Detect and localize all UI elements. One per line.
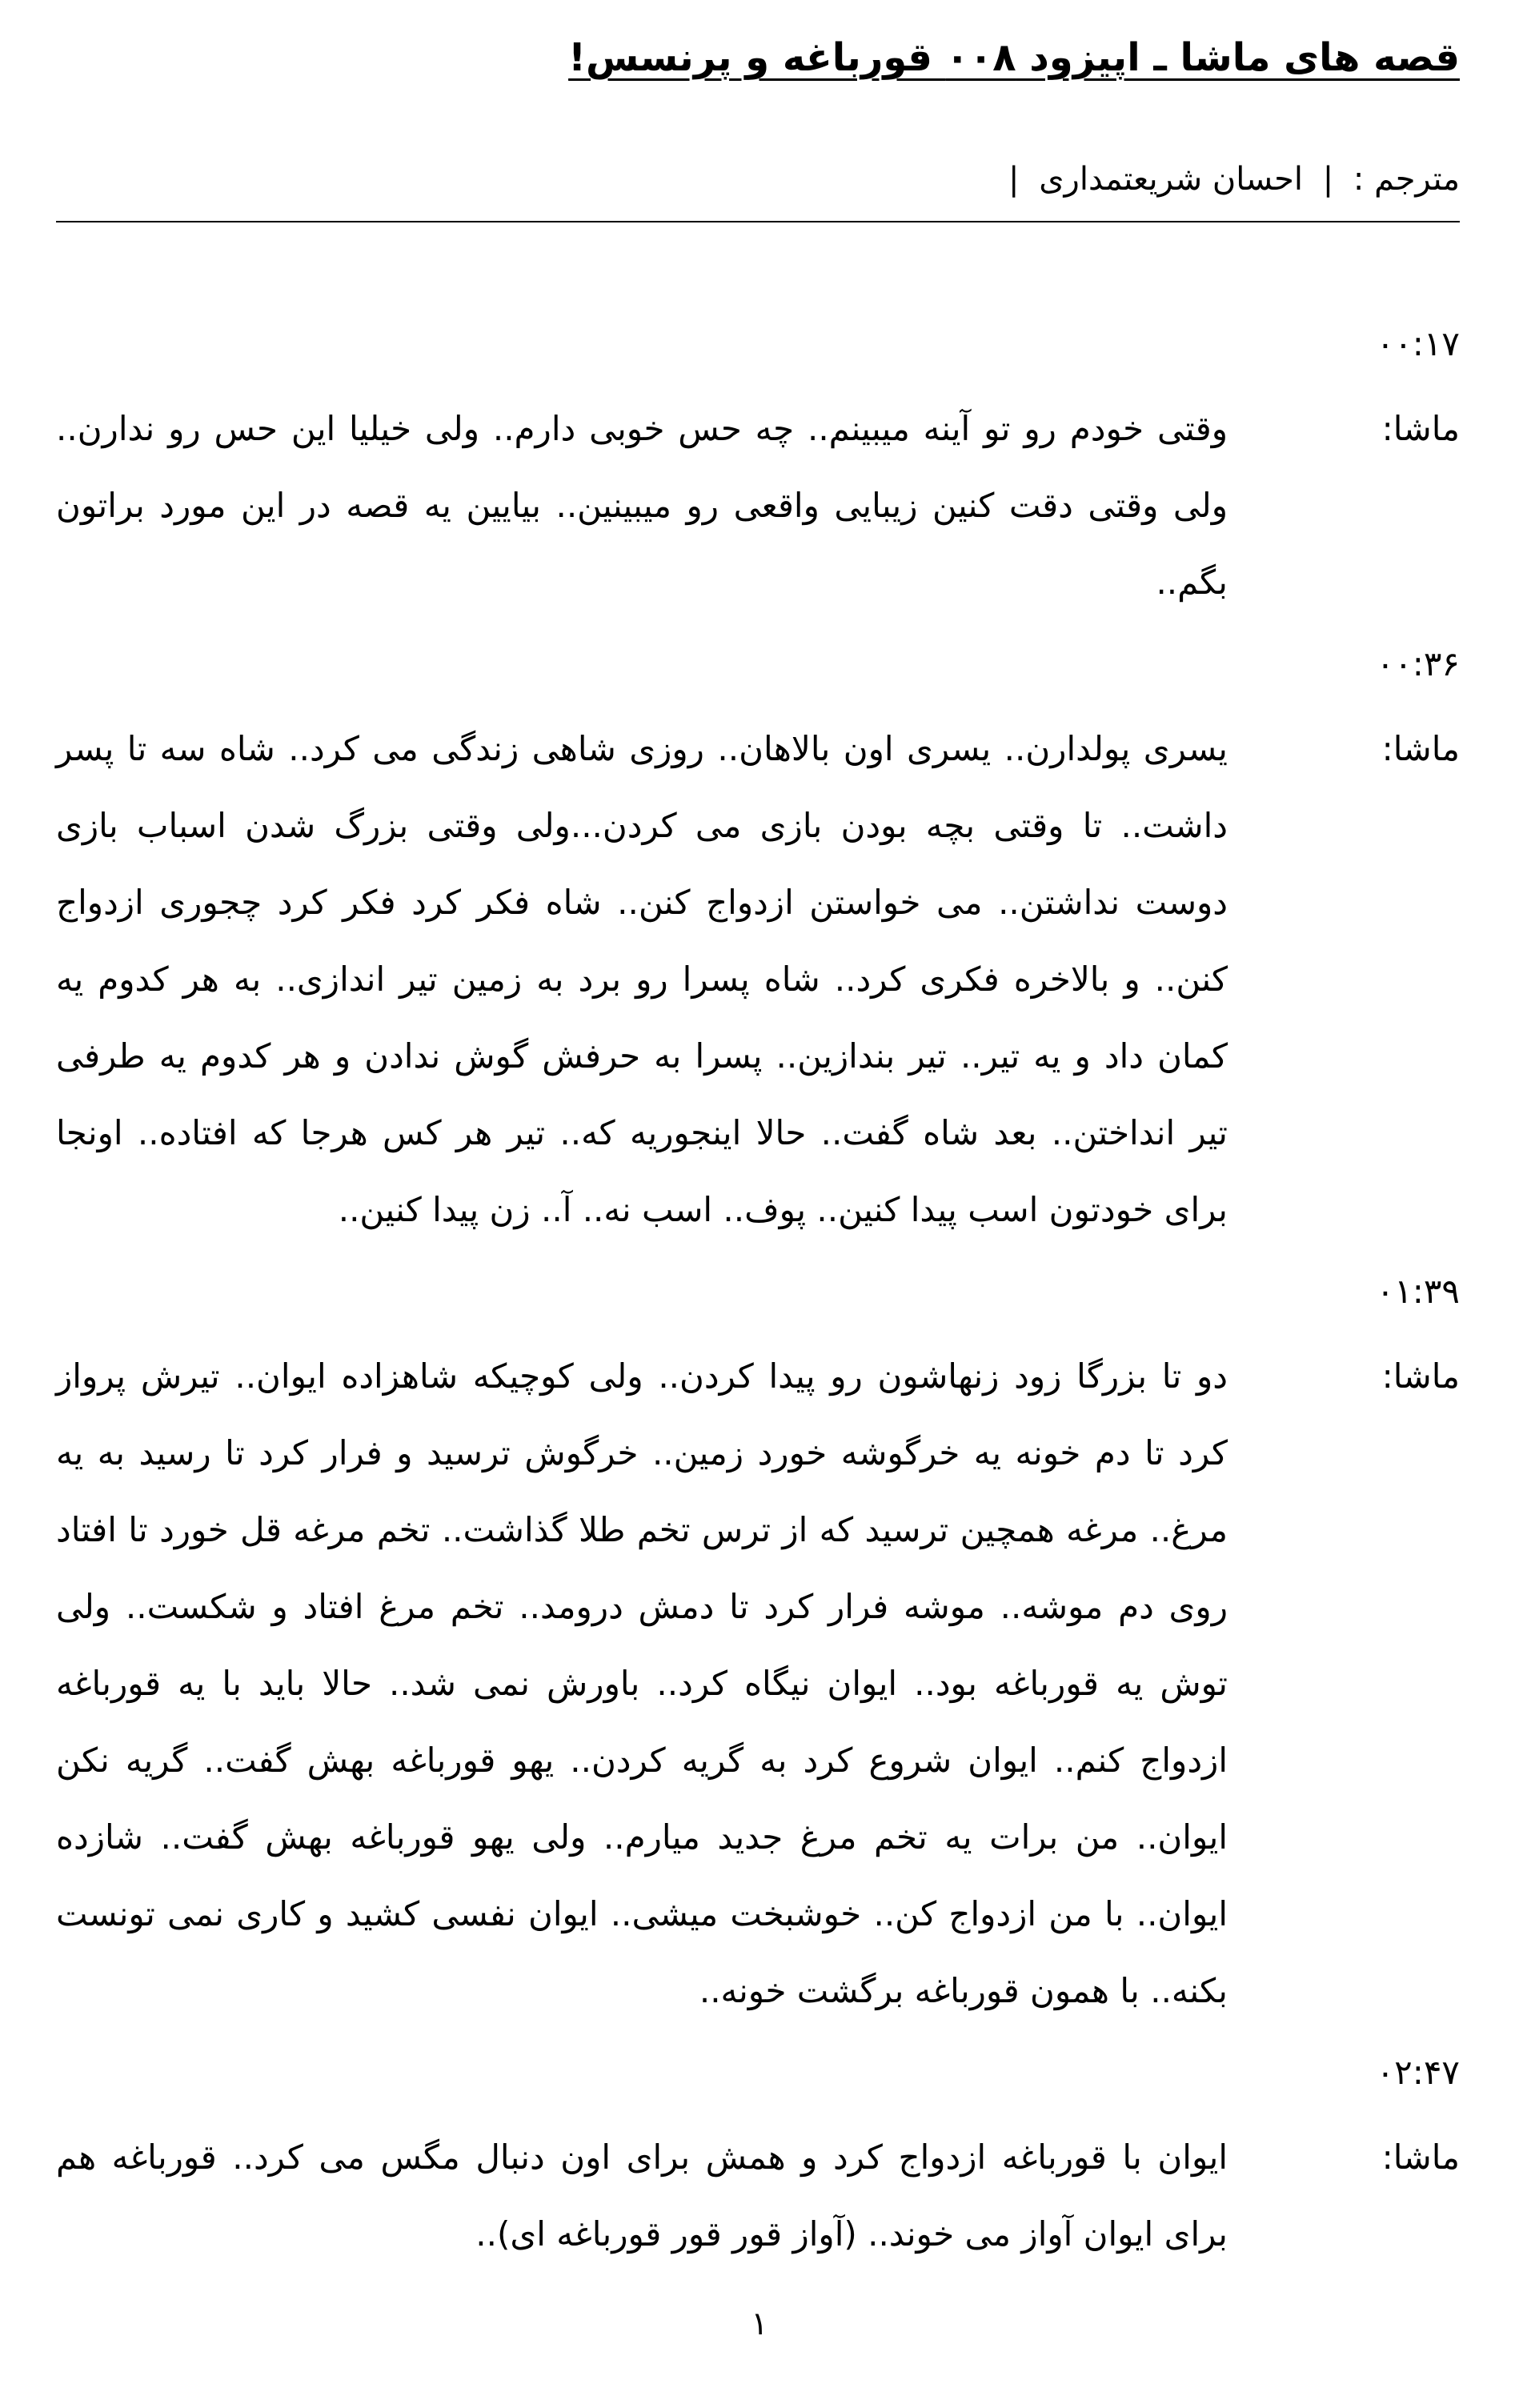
header-divider [56, 221, 1460, 222]
dialogue-entry [56, 711, 1460, 1248]
dialogue-text: وقتی خودم رو تو آینه میبینم.. چه حس خوبی دارم.. ولی خیلیا این حس رو ندارن.. ولی وقتی دقت کنین زیبایی واقعی رو میبینین.. بیایین یه قصه در این مورد براتون بگم.. [56, 409, 1228, 602]
dialogue-entry [56, 1338, 1460, 2029]
speaker-label: ماشا: [1381, 2138, 1460, 2177]
speaker-label: ماشا: [1381, 729, 1460, 768]
translator-label: مترجم : [1353, 161, 1460, 198]
speaker-label: ماشا: [1381, 1356, 1460, 1396]
timestamp: ۰۱:۳۹ [1376, 1272, 1460, 1311]
page-number: ۱ [751, 2306, 768, 2342]
dialogue-entry [56, 2119, 1460, 2273]
separator-bar: | [1322, 161, 1334, 198]
transcript [56, 320, 1460, 2292]
translator-credit [999, 157, 1460, 202]
speaker-label: ماشا: [1381, 409, 1460, 448]
dialogue-text: ایوان با قورباغه ازدواج کرد و همش برای اون دنبال مگس می کرد.. قورباغه هم برای ایوان آواز می خوند.. (آواز قور قور قورباغه ای).. [56, 2138, 1228, 2254]
dialogue-entry [56, 391, 1460, 621]
transcript-block [56, 640, 1460, 1248]
document-title: قصه های ماشا ـ اپیزود ۰۰۸ قورباغه و پرنسس! [568, 35, 1460, 80]
dialogue-text: دو تا بزرگا زود زنهاشون رو پیدا کردن.. ولی کوچیکه شاهزاده ایوان.. تیرش پرواز کرد تا دم خونه یه خرگوشه خورد زمین.. خرگوش ترسید و فرار کرد تا رسید به یه مرغ.. مرغه همچین ترسید که از ترس تخم طلا گذاشت.. تخم مرغه قل خورد تا افتاد روی دم موشه.. موشه فرار کرد تا دمش درومد.. تخم مرغ افتاد و شکست.. ولی توش یه قورباغه بود.. ایوان نیگاه کرد.. باورش نمی شد.. حالا باید با یه قورباغه ازدواج کنم.. ایوان شروع کرد به گریه کردن.. یهو قورباغه بهش گفت.. گریه نکن ایوان.. من برات یه تخم مرغ جدید میارم.. ولی یهو قورباغه بهش گفت.. شازده ایوان.. با من ازدواج کن.. خوشبخت میشی.. ایوان نفسی کشید و کاری نمی تونست بکنه.. با همون قورباغه برگشت خونه.. [56, 1356, 1228, 2010]
separator-bar: | [1008, 161, 1020, 198]
transcript-block [56, 2049, 1460, 2273]
timestamp: ۰۲:۴۷ [1376, 2053, 1460, 2092]
transcript-block [56, 320, 1460, 621]
dialogue-text: یسری پولدارن.. یسری اون بالاهان.. روزی شاهی زندگی می کرد.. شاه سه تا پسر داشت.. تا وقتی بچه بودن بازی می کردن...ولی وقتی بزرگ شدن اسباب بازی دوست نداشتن.. می خواستن ازدواج کنن.. شاه فکر کرد فکر کرد چجوری ازدواج کنن.. و بالاخره فکری کرد.. شاه پسرا رو برد به زمین تیر اندازی.. به هر کدوم یه کمان داد و یه تیر.. تیر بندازین.. پسرا به حرفش گوش ندادن و هر کدوم یه طرفی تیر انداختن.. بعد شاه گفت.. حالا اینجوریه که.. تیر هر کس هرجا که افتاده.. اونجا برای خودتون اسب پیدا کنین.. پوف.. اسب نه.. آ.. زن پیدا کنین.. [56, 729, 1228, 1229]
translator-name: احسان شریعتمداری [1039, 161, 1303, 198]
transcript-block [56, 1268, 1460, 2029]
timestamp: ۰۰:۳۶ [1376, 644, 1460, 683]
timestamp: ۰۰:۱۷ [1376, 324, 1460, 363]
